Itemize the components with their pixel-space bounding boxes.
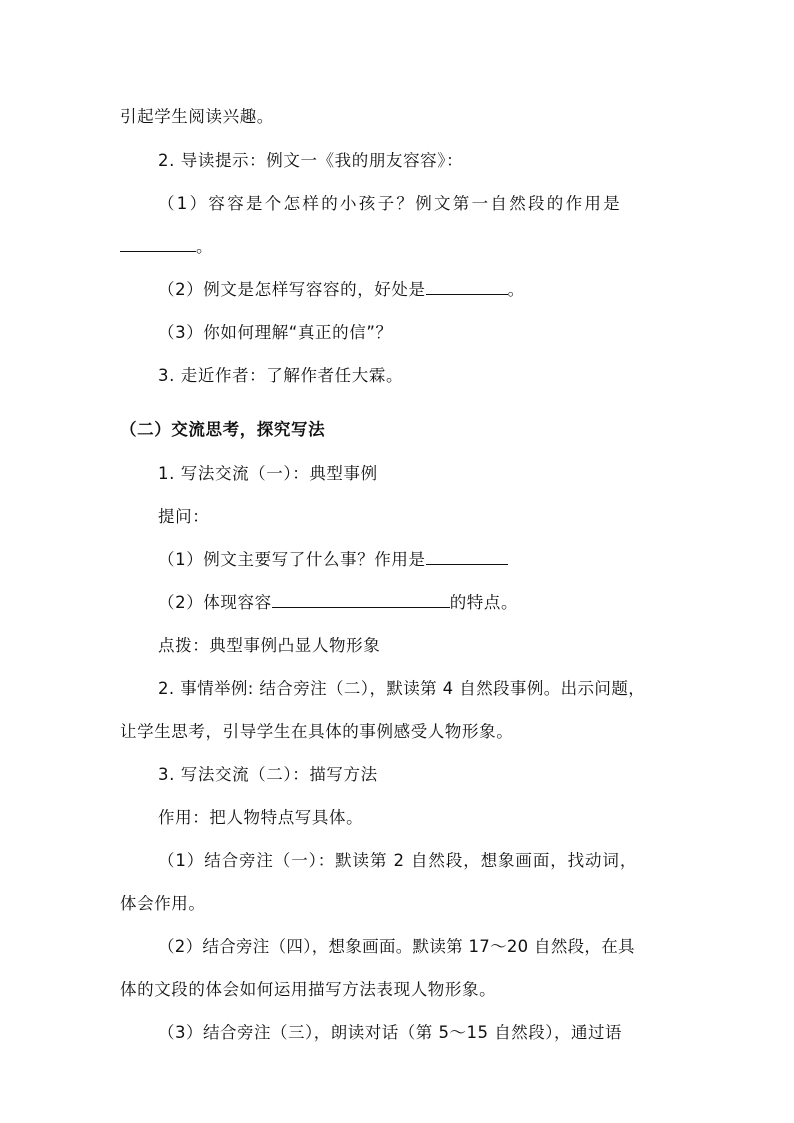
text-span: 。	[196, 237, 214, 256]
text-span: （二）交流思考，探究写法	[120, 420, 326, 439]
paragraph-line	[158, 506, 209, 528]
paragraph-line	[120, 106, 274, 128]
paragraph-line	[120, 893, 206, 915]
paragraph-line	[158, 678, 645, 700]
text-span: （1）容容是个怎样的小孩子？例文第一自然段的作用是	[158, 194, 622, 213]
answer-line	[120, 236, 213, 258]
text-span: 让学生思考，引导学生在具体的事例感受人物形象。	[120, 722, 514, 741]
question-line	[158, 322, 393, 344]
question-line	[158, 193, 622, 215]
section-heading	[120, 419, 325, 441]
question-line	[158, 592, 518, 614]
paragraph-line	[120, 721, 513, 743]
paragraph-line	[158, 936, 635, 958]
fill-blank[interactable]	[426, 549, 508, 565]
text-span: 点拨：典型事例凸显人物形象	[158, 636, 381, 655]
text-span: （2）结合旁注（四），想象画面。默读第 17～20 自然段，在具	[158, 937, 635, 956]
paragraph-line	[158, 1022, 622, 1044]
text-span: （1）例文主要写了什么事？作用是	[158, 550, 426, 569]
text-span: 。	[507, 280, 525, 299]
text-span: （2）例文是怎样写容容的，好处是	[158, 280, 426, 299]
text-span: 体的文段的体会如何运用描写方法表现人物形象。	[120, 980, 497, 999]
paragraph-line	[120, 979, 496, 1001]
paragraph-line	[158, 365, 403, 387]
text-span: 提问：	[158, 507, 210, 526]
question-line	[158, 549, 508, 571]
text-span: 2. 事情举例: 结合旁注（二），默读第 4 自然段事例。出示问题，	[158, 679, 646, 698]
text-span: 引起学生阅读兴趣。	[120, 107, 274, 126]
text-span: 3. 写法交流（二）：描写方法	[158, 765, 378, 784]
text-span: （3）你如何理解“真正的信”？	[158, 323, 393, 342]
text-span: 3. 走近作者：了解作者任大霖。	[158, 366, 404, 385]
paragraph-line	[158, 807, 363, 829]
fill-blank[interactable]	[272, 592, 450, 608]
text-span: （1）结合旁注（一）：默读第 2 自然段，想象画面，找动词，	[158, 851, 638, 870]
text-span: 作用：把人物特点写具体。	[158, 808, 364, 827]
reading-tips-heading	[158, 150, 463, 172]
fill-blank[interactable]	[426, 279, 508, 295]
subsection-heading	[158, 463, 378, 485]
text-span: 2. 导读提示：例文一《我的朋友容容》：	[158, 151, 464, 170]
subsection-heading	[158, 764, 378, 786]
fill-blank[interactable]	[120, 236, 196, 252]
text-span: 体会作用。	[120, 894, 206, 913]
paragraph-line	[158, 635, 380, 657]
text-span: 的特点。	[449, 593, 519, 612]
paragraph-line	[158, 850, 637, 872]
text-span: （3）结合旁注（三），朗读对话（第 5～15 自然段），通过语	[158, 1023, 622, 1042]
text-span: （2）体现容容	[158, 593, 272, 612]
text-span: 1. 写法交流（一）：典型事例	[158, 464, 378, 483]
question-line	[158, 279, 525, 301]
